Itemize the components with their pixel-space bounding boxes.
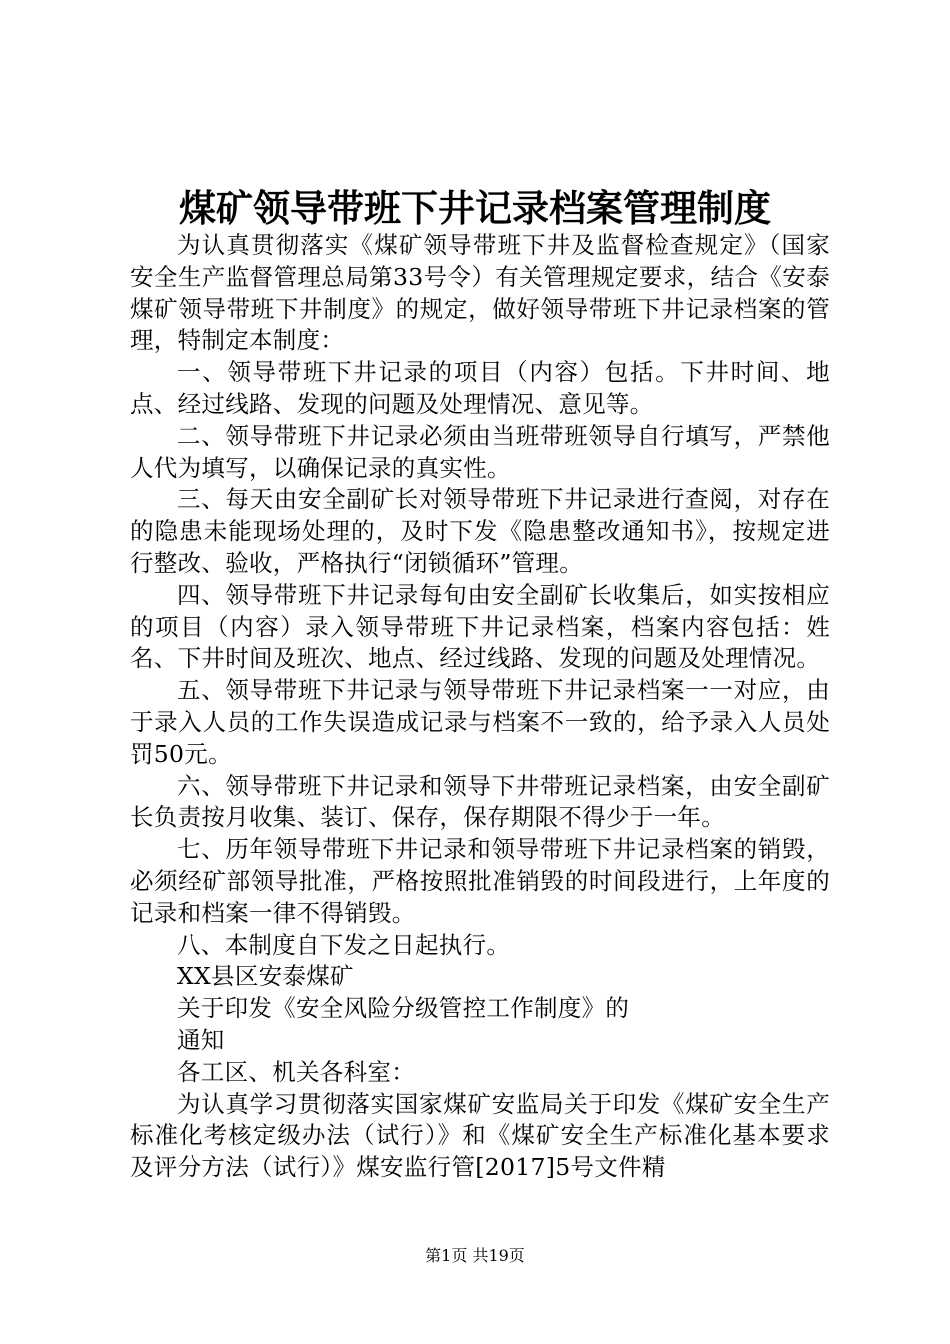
paragraph-item-2: 二、领导带班下井记录必须由当班带班领导自行填写，严禁他人代为填写，以确保记录的真实性。 — [130, 421, 830, 482]
document-title: 煤矿领导带班下井记录档案管理制度 — [179, 186, 771, 230]
paragraph-item-1: 一、领导带班下井记录的项目（内容）包括。下井时间、地点、经过线路、发现的问题及处理情况、意见等。 — [130, 358, 830, 418]
issuer-line: XX县区安泰煤矿 — [177, 962, 354, 991]
notice-recipients: 各工区、机关各科室： — [177, 1057, 415, 1086]
paragraph-item-5: 五、领导带班下井记录与领导带班下井记录档案一一对应，由于录入人员的工作失误造成记录与档案不一致的，给予录入人员处罚50元。 — [130, 676, 830, 768]
notice-title-line-2: 通知 — [177, 1025, 225, 1054]
paragraph-item-4: 四、领导带班下井记录每旬由安全副矿长收集后，如实按相应的项目（内容）录入领导带班下井记录档案，档案内容包括：姓名、下井时间及班次、地点、经过线路、发现的问题及处理情况。 — [130, 580, 830, 673]
page-footer: 第1页 共19页 — [425, 1246, 525, 1265]
paragraph-item-7: 七、历年领导带班下井记录和领导带班下井记录档案的销毁，必须经矿部领导批准，严格按照批准销毁的时间段进行，上年度的记录和档案一律不得销毁。 — [130, 835, 830, 927]
paragraph-intro: 为认真贯彻落实《煤矿领导带班下井及监督检查规定》（国家安全生产监督管理总局第33号令）有关管理规定要求，结合《安泰煤矿领导带班下井制度》的规定，做好领导带班下井记录档案的管理，特制定本制度： — [130, 231, 830, 355]
paragraph-item-3: 三、每天由安全副矿长对领导带班下井记录进行查阅，对存在的隐患未能现场处理的，及时下发《隐患整改通知书》，按规定进行整改、验收，严格执行“闭锁循环”管理。 — [130, 485, 830, 577]
notice-title-line-1: 关于印发《安全风险分级管控工作制度》的 — [177, 994, 630, 1023]
notice-body-paragraph: 为认真学习贯彻落实国家煤矿安监局关于印发《煤矿安全生产标准化考核定级办法（试行）》和《煤矿安全生产标准化基本要求及评分方法（试行）》煤安监行管[2017]5号文件精 — [130, 1089, 830, 1182]
paragraph-item-6: 六、领导带班下井记录和领导下井带班记录档案，由安全副矿长负责按月收集、装订、保存，保存期限不得少于一年。 — [130, 771, 830, 832]
document-body — [130, 230, 830, 1184]
paragraph-item-8: 八、本制度自下发之日起执行。 — [177, 930, 511, 959]
